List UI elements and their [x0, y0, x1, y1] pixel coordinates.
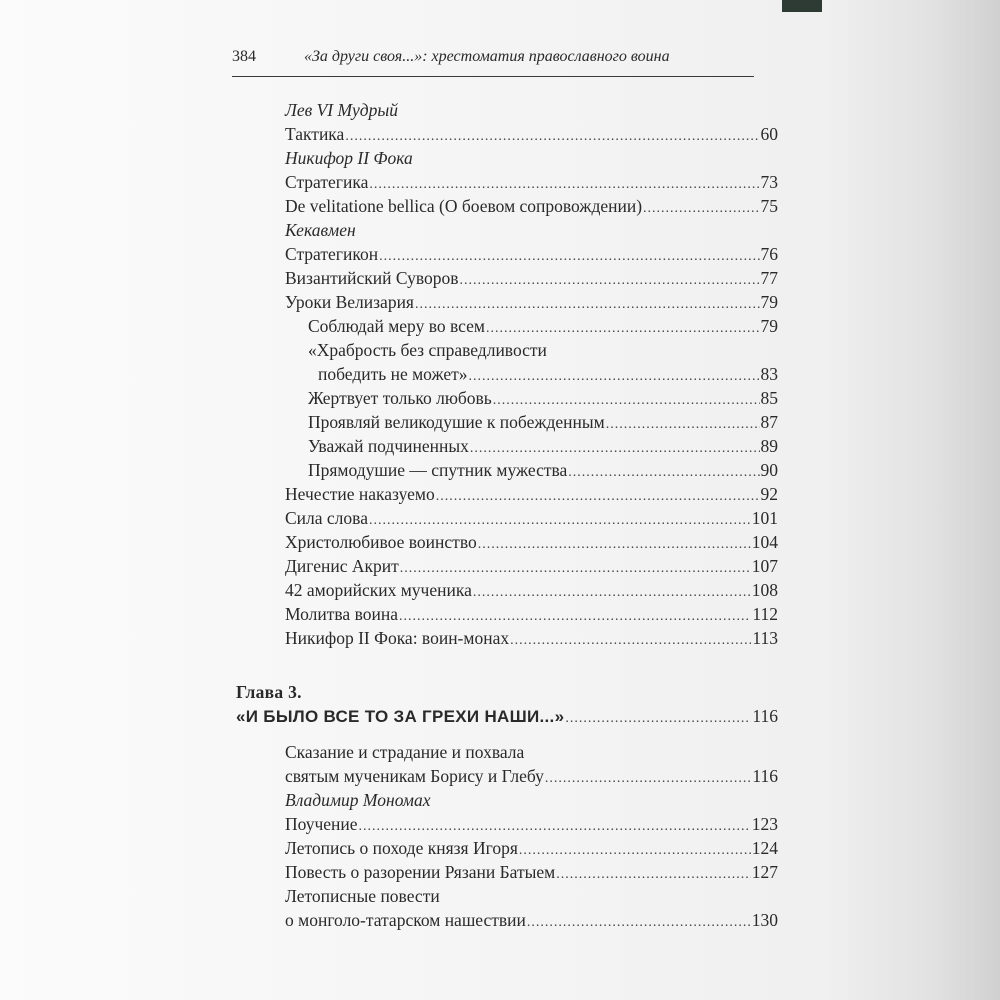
toc-entry-page: 89 — [760, 436, 778, 456]
toc-entry-page: 108 — [751, 580, 778, 600]
toc-entry — [285, 242, 778, 266]
toc-entry — [285, 626, 778, 650]
toc-entry — [285, 764, 778, 788]
toc-entry-page: 90 — [760, 460, 778, 480]
toc-entry — [285, 266, 778, 290]
toc-entry-page: 112 — [752, 604, 778, 624]
toc-entry-page: 73 — [760, 172, 778, 192]
toc-entry-page: 85 — [760, 388, 778, 408]
toc-entry-title: Прямодушие — спутник мужества — [308, 460, 568, 480]
toc-entry-title: Уважай подчиненных — [308, 436, 469, 456]
toc-entry-title: Летопись о походе князя Игоря — [285, 838, 518, 858]
toc-entry-title-line: Летописные повести — [285, 886, 440, 906]
chapter-label: Глава 3. — [236, 682, 302, 702]
toc-entry — [308, 410, 778, 434]
toc-entry-title: Стратегика — [285, 172, 369, 192]
toc-entry — [285, 170, 778, 194]
toc-entry — [285, 812, 778, 836]
toc-entry-page: 92 — [760, 484, 778, 504]
toc-entry-page: 123 — [751, 814, 778, 834]
toc-entry-title: святым мученикам Борису и Глебу — [285, 766, 544, 786]
toc-entry — [285, 482, 778, 506]
toc-entry-title: Молитва воина — [285, 604, 398, 624]
toc-entry-title: Уроки Велизария — [285, 292, 414, 312]
chapter-entry — [236, 704, 778, 728]
running-title: «За други своя...»: хрестоматия православного воина — [304, 48, 670, 65]
toc-entry — [285, 122, 778, 146]
toc-entry-page: 116 — [752, 766, 778, 786]
toc-entry — [285, 194, 778, 218]
toc-entry-page: 77 — [760, 268, 778, 288]
toc-entry — [285, 506, 778, 530]
toc-entry — [285, 578, 778, 602]
toc-author: Кекавмен — [285, 220, 356, 240]
toc-entry-page: 79 — [760, 316, 778, 336]
toc-entry — [308, 434, 778, 458]
toc-entry-page: 60 — [760, 124, 778, 144]
toc-author: Лев VI Мудрый — [285, 100, 398, 120]
toc-entry-page: 113 — [752, 628, 778, 648]
toc-entry — [308, 458, 778, 482]
toc-entry-title: Никифор II Фока: воин-монах — [285, 628, 510, 648]
toc-entry-title: 42 аморийских мученика — [285, 580, 472, 600]
toc-author: Никифор II Фока — [285, 148, 413, 168]
toc-entry-page: 116 — [752, 706, 778, 726]
toc-entry-page: 87 — [760, 412, 778, 432]
toc-entry-title: Жертвует только любовь — [308, 388, 492, 408]
toc-entry — [285, 860, 778, 884]
toc-entry-title: Тактика — [285, 124, 345, 144]
toc-entry-page: 107 — [751, 556, 778, 576]
toc-entry-title: Повесть о разорении Рязани Батыем — [285, 862, 556, 882]
toc-entry-title-line: Сказание и страдание и похвала — [285, 742, 525, 762]
toc-entry-title: Дигенис Акрит — [285, 556, 399, 576]
toc-entry-title: Сила слова — [285, 508, 368, 528]
toc-entry — [308, 314, 778, 338]
toc-entry — [285, 836, 778, 860]
toc-entry-title: De velitatione bellica (О боевом сопровождении) — [285, 196, 643, 216]
page-number: 384 — [232, 48, 256, 65]
toc-entry-title-line: «Храбрость без справедливости — [308, 340, 547, 360]
toc-entry — [318, 362, 778, 386]
toc-entry-page: 79 — [760, 292, 778, 312]
toc-entry-title: Христолюбивое воинство — [285, 532, 477, 552]
toc-author: Владимир Мономах — [285, 790, 431, 810]
toc-entry-page: 83 — [760, 364, 778, 384]
toc-entry-title: победить не может» — [318, 364, 468, 384]
toc-entry-title: Соблюдай меру во всем — [308, 316, 485, 336]
toc-entry — [285, 554, 778, 578]
toc-entry-title: Стратегикон — [285, 244, 379, 264]
toc-entry-title: о монголо-татарском нашествии — [285, 910, 526, 930]
toc-entry-page: 130 — [751, 910, 778, 930]
toc-entry-page: 104 — [751, 532, 778, 552]
toc-entry — [285, 530, 778, 554]
chapter-title: «И БЫЛО ВСЕ ТО ЗА ГРЕХИ НАШИ...» — [236, 707, 565, 726]
toc-entry-title: Поучение — [285, 814, 358, 834]
toc-entry — [308, 386, 778, 410]
toc-entry-title: Проявляй великодушие к побежденным — [308, 412, 605, 432]
toc-entry — [285, 908, 778, 932]
toc-entry-page: 127 — [751, 862, 778, 882]
toc-entry-page: 101 — [751, 508, 778, 528]
toc-entry-page: 76 — [760, 244, 778, 264]
toc-entry-page: 75 — [760, 196, 778, 216]
toc-entry — [285, 602, 778, 626]
toc-entry-page: 124 — [751, 838, 778, 858]
toc-entry-title: Нечестие наказуемо — [285, 484, 435, 504]
toc-entry-title: Византийский Суворов — [285, 268, 459, 288]
toc-entry — [285, 290, 778, 314]
